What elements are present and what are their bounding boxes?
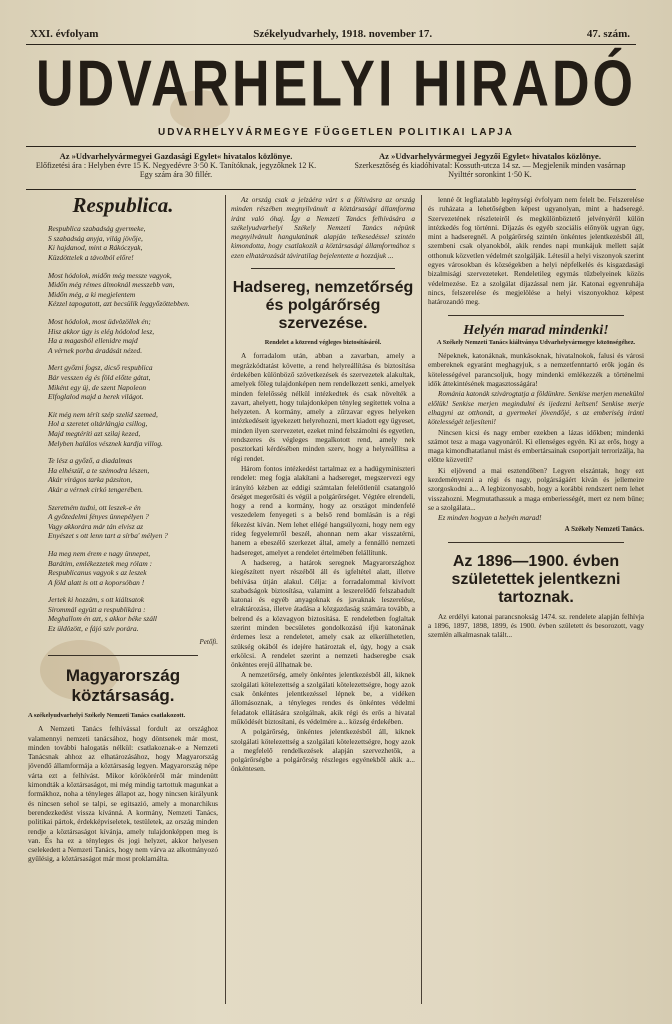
- official-left-title: Az »Udvarhelyvármegyei Gazdasági Egylet« hivatalos közlönye.: [59, 151, 293, 161]
- poem-stanza: [28, 456, 218, 494]
- appeal-paragraph: Nincsen kicsi és nagy ember ezekben a lázas időkben; mindenki számot tesz a maga vagyonáról. Ki ellenséges egyén. Ki az erős, hogy a maga kimondhatatlanul mást és embertársainak csoportjait terrorizálja, ha előtte közvetít?: [428, 427, 644, 465]
- army-paragraph: A forradalom után, abban a zavarban, amely a megrázkódtatást követte, a rend helyreállítása és biztosítása érdekében különböző szövetkezések és szervezetek alakultak, amelyek főleg tulajdonképen nem rendelkezett senki, amelyek minden felelősség nélkül intézkedtek és csak növelték a zavart, ahelyett, hogy tulajdonképen tényleg segítettek volna a helyzeten. A kormány, amely a zűrzavar egyes helyeken intézkedéseit igyekezett helyrehozni, mert kiadott egy ügyeset, minden ilyen szervezetet, ezeket mind felszámolni és egyetlen, rendszeres és végleges megalkotott rend, amely nek posztorkati kérdésében minden szerv, hogy a helyreállítsa a régi rendet.: [231, 351, 415, 463]
- notice-title: Az 1896—1900. évben születettek jelentkezni tartoznak.: [451, 552, 621, 606]
- article-text-republic: A Nemzeti Tanács felhívással fordult az országhoz valamennyi nemzeti tanácsához, hogy döntsenek már most, minden további halogatás nélkül: csatlakoznak-e a Nemzeti Tanácsnak ahhoz az elhatározásához, hogy Magyarország jövendő államformája a köztársaság legyen. Magyarország népe várta ezt a felhívást. Mikor körököréről már mindenütt kimondták a köztársaságot, mi még mindig tartottuk magunkat a formákhoz, noha a tényleges állapot az, hogy nincsen királyunk és nincsen sehol se talpi, se egitsazió, amely a monarchikus berendezkedést vissza kívánná. A kormány, Nemzeti Tanács, politikai pártok, érdekképviseletek, testületek, az ország minden rendje a köztársaságot kívánja, amely tulajdonképpen meg is van. És ha ez a tényleges és jogi helyzet, akkor helyesen cselekedett a Nemzeti Tanács, hogy nem várva az alkotmányozó gyűlésig, a köztársaságot már most proklamálta.: [28, 724, 218, 864]
- poem-line: Jertek ki hozzám, s ott kiáltsatok: [48, 595, 145, 605]
- header-bottom-rule: [26, 189, 636, 190]
- official-notice-right: [340, 152, 640, 179]
- army-paragraph: A hadsereg, a határok seregnek Magyarországhoz kiegészített nyert részéből áll és igfeltétel alatt, illetve behívása útján alakul. Célja: a forradalommal kivívott szabadságok biztosítása, valamint a leszerelődő felszabadult katonai és egyéb anyagoknak és javaknak leszerelése, elraktározása, illetve átadása a közgazdaság számára tovább, a belrend és a közvagyon biztosítása. E rendeletben foglaltak szerint minden becsületes gondolkozású ifjú katonának érdemes lesz a rendeletet, amely csak az elkerülhetetlen, szükség okából és idejére határoztak el, úgy, hogy a csak erkölcsi. A rendelet szerint a nemzeti hadseregbe csak önkéntes erejű állhatnak be.: [231, 557, 415, 670]
- poem-author: Petőfi.: [199, 637, 218, 646]
- poem-line: Ha elhészül, a te szémodra lészen,: [48, 465, 150, 475]
- issue-label: 47. szám.: [586, 28, 630, 40]
- article-title-army: Hadsereg, nemzetőrség és polgárőrség szervezése.: [232, 279, 414, 333]
- poem-line: Respublica szabadság gyermeke,: [48, 224, 146, 234]
- poem-line: S szabadság anyja, világ jövője,: [48, 233, 143, 243]
- official-left-line1: Előfizetési ára : Helyben évre 15 K. Negyedévre 3·50 K. Tanítóknak, jegyzőknek 12 K.: [35, 161, 317, 170]
- appeal-paragraph: Ki eljövend a mai esztendőben? Legyen elszántak, hogy ezt kezdeményezni a régi és nagy, polgárságáért kíván és jellemeire szorgoskodni a... A legbizonyosabb, hogy a korábbi rendszert nem lehet visszahozni. Megmutathassuk a maga emberiességét, mert ez nem bűne; se a szolgálata...: [428, 465, 644, 512]
- poem-line: Te lész a győző, a diadalmas: [48, 456, 133, 466]
- poem-line: Hisz akkor úgy is elég hódolod lesz,: [48, 326, 155, 336]
- poem-stanza: [28, 503, 218, 541]
- article-lead-army: Rendelet a közrend végleges biztosításáról.: [264, 339, 382, 347]
- poem-line: Sirommál együtt a respublikára :: [48, 604, 146, 614]
- army-paragraph: A nemzetőrség, amely önkéntes jelentkezésből áll, kiknek szolgálati kötelezettség a szolgálati kötelezettségre, hogy azok csak önkéntes jelentkezéssel lépnek be, a vidéken állomásoznak, a tényleges rendes és önkéntes védelmi feladatok ellátására szolgálnak, akik régi és erős a hivatal működését biztosítani, és védelmére a... község érdekében.: [231, 670, 415, 726]
- official-notice-left: [26, 152, 326, 179]
- official-left-line2: Egy szám ára 30 fillér.: [139, 170, 213, 179]
- poem-line: Vagy akkorára már tán elvisz az: [48, 521, 144, 531]
- poem-line: Melyben halálos vésznek kardja villog.: [48, 438, 163, 448]
- poem-line: Mert győzni fogsz, dicső respublica: [48, 363, 153, 373]
- column-2: [231, 195, 415, 1010]
- poem-line: Most hódolok, most üdvözöllek én;: [48, 317, 151, 327]
- poem-line: A föld alatt is ott a koporsóban !: [48, 577, 145, 587]
- poem-line: Ki hajdanod, mint a Rákóczyak,: [48, 243, 143, 253]
- column-1: [28, 195, 218, 1010]
- poem-line: Midőn még, a ki megjelentem: [48, 289, 136, 299]
- poem-line: Midőn még rémes álmoknál messzebb van,: [48, 280, 175, 290]
- dateline-bar: [30, 28, 630, 40]
- poem-line: Szeretném tudni, ott leszek-e én: [48, 502, 141, 512]
- official-right-line2: Nyilttér soronkint 1·50 K.: [448, 170, 532, 179]
- poem-line: Ha meg nem érem e nagy ünnepet,: [48, 548, 151, 558]
- separator: [251, 268, 395, 269]
- date-label: Székelyudvarhely, 1918. november 17.: [253, 28, 433, 40]
- poem-body: [28, 224, 218, 633]
- poem-line: A vérnek porba áradását nézed.: [48, 345, 143, 355]
- official-right-line1: Szerkesztőség és kiadóhivatal: Kossuth-utcza 14 sz. — Megjelenik minden vasárnap: [354, 161, 626, 170]
- poem-line: Elfoglalod majd a herek világot.: [48, 392, 144, 402]
- separator: [48, 655, 198, 656]
- poem-stanza: [28, 224, 218, 262]
- poem-line: Enyészet s ott lenn tart a sírba' mélyen ?: [48, 531, 168, 541]
- poem-line: Meghallom én azt, s akkor béke száll: [48, 614, 157, 624]
- poem-line: Küzdöttelek a távolból előre!: [48, 253, 134, 263]
- poem-line: Barátim, emlékezzetek meg rólam :: [48, 558, 153, 568]
- article-lead-republic: A székelyudvarhelyi Székely Nemzeti Tanács csatlakozott.: [28, 711, 186, 719]
- poem-line: Hol a szeretet oltárlángja csillog,: [48, 419, 148, 429]
- masthead-subtitle: UDVARHELYVÁRMEGYE FÜGGETLEN POLITIKAI LAPJA: [157, 127, 515, 138]
- poem-stanza: [28, 410, 218, 448]
- poem-stanza: [28, 317, 218, 355]
- poem-line: Miként egy új, de szent Napoleon: [48, 382, 147, 392]
- poem-line: Ha a magasból ellenidre majd: [48, 336, 138, 346]
- appeal-signature: A Székely Nemzeti Tanács.: [564, 524, 644, 533]
- appeal-paragraph: Románia katonák szivárogtatja a földünkre. Senkise merjen menekülni előlük! Senkise merjen megindulni és ijedezni keltsen! Senkise merje elhagyni az otthonát, a gyermekei jövendőjé, s az emberiség iránti kötelességét teljesíteni!: [428, 389, 644, 427]
- appeal-paragraph: Népeknek, katonáknak, munkásoknak, hivatalnokok, falusi és városi embereknek egyaránt meghagyjuk, s a nemzetfenntartó erők jogán és kötelességével parancsoljuk, hogy mindenki emlékezzék a történelmi idők áttekintésének magasztosságára!: [428, 351, 644, 389]
- poem-line: A győzedelmi fényes ünnepélyen ?: [48, 512, 149, 522]
- poem-stanza: [28, 271, 218, 309]
- column-3: [428, 195, 644, 1010]
- notice-text: Az erdélyi katonai parancsnokság 1474. sz. rendelete alapján felhívja a 1896, 1897, 1898, 1899, és 1900. évben született és besorozott, vagy szemlén alkalmasnak talált...: [428, 611, 644, 640]
- masthead-title: UDVARHELYI HIRADÓ: [36, 47, 636, 121]
- poem-line: Kézzel tapogatott, azt becsülik leggyőzöttebben.: [48, 299, 190, 309]
- poem-stanza: [28, 363, 218, 401]
- separator: [448, 315, 624, 316]
- poem-line: Akár virágos tarka pázsiton,: [48, 475, 133, 485]
- masthead-rule: [26, 146, 636, 147]
- poem-stanza: [28, 549, 218, 587]
- intro-text: Az ország csak a jelzáéra várt s a föltivásra az ország minden részében megnyilvánult a köztársasági államforma iránt való óhaj. Így a Nemzeti Tanács felhívására a székelyudvarhelyi Székely Nemzeti Tanács népünk megnyilvánult hangulatának alapján telkesedéssel szintén kimondotta, hogy csatlakozik a köztársasági államformához s ezen elhatározását táviratilag bejelentette a hozzájuk ...: [231, 195, 415, 260]
- article-title-republic: Magyarország köztársaság.: [65, 665, 181, 705]
- appeal-title: Helyén marad mindenki!: [463, 322, 609, 338]
- appeal-paragraph: Ez minden hogyan a helyén marad!: [438, 513, 542, 523]
- poem-line: Ez üldözött, e fájó szív porára.: [48, 624, 139, 634]
- column-divider: [421, 195, 422, 1004]
- poem-title: Respublica.: [72, 195, 174, 217]
- poem-line: Kit még nem térít szép szelíd szemed,: [48, 409, 158, 419]
- poem-stanza: [28, 595, 218, 633]
- intro-text-col3: lenné őt legfiatalabb legénységi évfolyam nem felelt be. Felszerelése és ruházata a lehetőségben képest ugyanolyan, mint a hadseregé. Szervezetének részleteiről és megkülönböztető jelvényéről külön intézkedés fog történni. Díjazás és egyéb szociális előnyök ugyan úgy, mint a hadseregnél. A polgárőrség szintén önkéntes jelentkezésből áll, szembeni csak olyanokból, akik rendes napi munkájuk mellett saját otthonuk közvetlen védelmét szolgálják. Létesül a helyi viszonyok szerint egyes városokban és községekben a helyi népfelkelés és kisgazdasági bizalmisági szervezeteket. Rendeletileg egymás tűzbelyeinek közös védelmezése. Ez a szolgálat díjazással nem jár. Katonai egyenruhája nincs, felszerelése és megjelölése a helyi viszonyokhoz képest határozandó meg.: [428, 195, 644, 307]
- separator: [448, 542, 624, 543]
- poem-line: Majd megtéríti azt szilaj kezed,: [48, 428, 141, 438]
- column-divider: [225, 195, 226, 1004]
- army-paragraph: A polgárőrség, önkéntes jelentkezésből áll, kiknek szolgálati kötelezettség a szolgálati kötelezettségre, hogy azok a megfelelő rendelkezések alapján szervezhetők, a polgárőrségbe a polgárőrség részleges egyénekből akik a... önkéntesen.: [231, 727, 415, 774]
- volume-label: XXI. évfolyam: [30, 28, 99, 40]
- poem-line: Akár a vérnek cirkó tengerében.: [48, 484, 144, 494]
- poem-line: Bár vesszen ég és föld előtte gátat,: [48, 373, 151, 383]
- army-paragraph: Három fontos intézkedést tartalmaz ez a hadügyminiszteri rendelet: meg fogja alakítani a hadsereget, megszervezi egy irányító kézben az eddigi számtalan felelőtlenül csatangoló őrséget megerősíti és végül a polgárőrséget. Végtére elrendeli, hogy a rend a kormány, hogy az országot mindenfelé veszedelem fenyegeti s a belső rend bomlásán is a régi fékezést kíván. Nem lehet ellégé hangsúlyozni, hogy nem egy rideg fegyelemről beszél, ahonnan nem akar visszatérni, hanem a ebeszélő szerkezet által, amely a fennálló nemzeti hadsereget, amelyet a rendelet értelmében felállítunk.: [231, 463, 415, 557]
- appeal-lead: A Székely Nemzeti Tanács kiáltványa Udvarhelyvármegye közönségéhez.: [436, 338, 636, 346]
- poem-line: Respublicanus vagyok s az leszek: [48, 568, 147, 578]
- poem-line: Most hódolok, midőn még messze vagyok,: [48, 270, 172, 280]
- official-right-title: Az »Udvarhelyvármegyei Jegyzői Egylet« hivatalos közlönye.: [379, 151, 601, 161]
